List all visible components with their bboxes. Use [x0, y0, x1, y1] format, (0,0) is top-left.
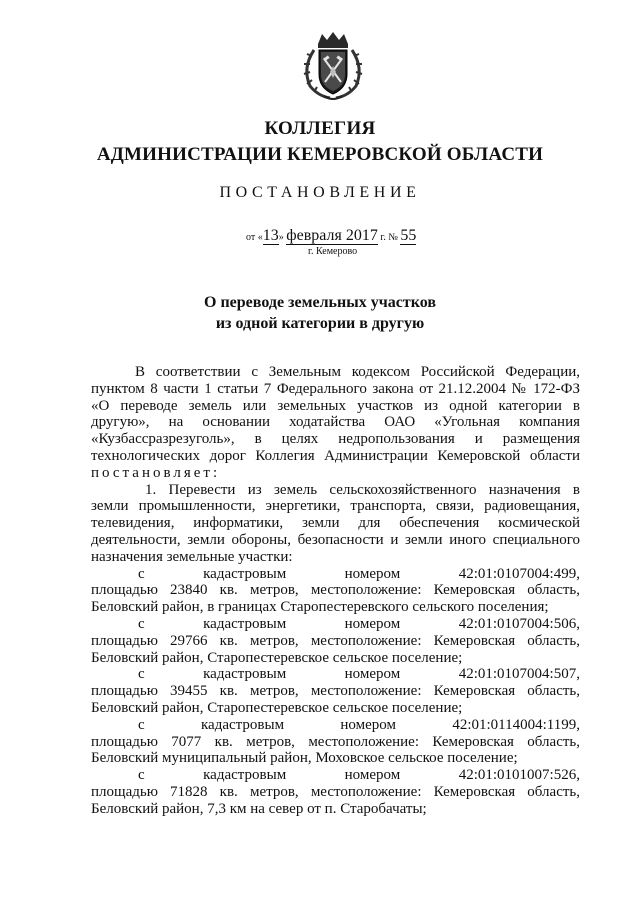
word: кадастровым — [203, 615, 287, 632]
body-line: другую», на основании ходатайства ОАО «Угольная компания — [91, 414, 580, 431]
word: с — [138, 716, 145, 733]
word: кадастровым — [203, 767, 287, 784]
parcel-cadastral-line — [91, 767, 580, 784]
subject-line-1: О переводе земельных участков — [204, 294, 436, 311]
parcel-area-line: площадью 7077 кв. метров, местоположение: Кемеровская область, — [91, 733, 580, 750]
document-subject — [0, 292, 640, 334]
document-type: ПОСТАНОВЛЕНИЕ — [219, 184, 421, 201]
word: кадастровым — [201, 716, 285, 733]
word: с — [138, 767, 145, 784]
body-line: земли промышленности, энергетики, транспорта, связи, радиовещания, — [91, 498, 580, 515]
body-line: 1. Перевести из земель сельскохозяйственного назначения в — [145, 481, 580, 498]
date-month-year: февраля 2017 — [286, 227, 378, 244]
parcel-area-line: площадью 39455 кв. метров, местоположение: Кемеровская область, — [91, 683, 580, 700]
word: кадастровым — [203, 565, 287, 582]
cadastral-number: 42:01:0101007:526, — [458, 767, 580, 784]
date-mid: » — [278, 232, 287, 243]
word: с — [138, 565, 145, 582]
date-suffix: г. № — [377, 232, 401, 243]
word: номером — [344, 666, 401, 683]
body-line: деятельности, земли обороны, безопасности и земли иного специального — [91, 531, 580, 548]
parcel-entry — [91, 666, 580, 716]
parcel-area-line: площадью 23840 кв. метров, местоположение: Кемеровская область, — [91, 582, 580, 599]
parcel-entry — [91, 616, 580, 666]
date-day: 13 — [262, 227, 279, 244]
body-line: пунктом 8 части 1 статьи 7 Федерального закона от 21.12.2004 № 172-ФЗ — [91, 380, 580, 397]
parcel-area-line: площадью 29766 кв. метров, местоположение: Кемеровская область, — [91, 632, 580, 649]
body-line: телевидения, информатики, земли для обеспечения космической — [91, 515, 580, 532]
word: номером — [344, 767, 401, 784]
cadastral-number: 42:01:0114004:1199, — [452, 716, 580, 733]
document-city: г. Кемерово — [308, 246, 358, 257]
word: номером — [344, 615, 401, 632]
document-number: 55 — [400, 227, 417, 244]
document-body — [91, 364, 580, 818]
organization-title: КОЛЛЕГИЯ — [264, 118, 376, 139]
cadastral-number: 42:01:0107004:499, — [458, 565, 580, 582]
date-prefix: от « — [246, 232, 263, 243]
parcel-entry — [91, 717, 580, 767]
parcel-entry — [91, 767, 580, 817]
word: кадастровым — [203, 666, 287, 683]
body-line: технологических дорог Коллегия Администрации Кемеровской области — [91, 447, 580, 464]
parcel-location-line: Беловский район, Старопестеревское сельское поселение; — [91, 699, 463, 716]
cadastral-number: 42:01:0107004:506, — [458, 615, 580, 632]
word: с — [138, 615, 145, 632]
parcel-location-line: Беловский район, в границах Старопестеревского сельского поселения; — [91, 599, 549, 616]
word: номером — [340, 716, 396, 733]
parcel-cadastral-line — [91, 616, 580, 633]
body-line: назначения земельные участки: — [91, 548, 293, 565]
organization-subtitle: АДМИНИСТРАЦИИ КЕМЕРОВСКОЙ ОБЛАСТИ — [96, 144, 544, 165]
word: с — [138, 666, 145, 683]
parcel-cadastral-line — [91, 717, 580, 734]
decree-word: постановляет: — [91, 464, 221, 481]
word: номером — [344, 565, 401, 582]
cadastral-number: 42:01:0107004:507, — [458, 666, 580, 683]
document-date-line — [246, 228, 416, 245]
parcel-entry — [91, 566, 580, 616]
body-line: В соответствии с Земельным кодексом Российской Федерации, — [135, 364, 580, 380]
parcel-location-line: Беловский район, Старопестеревское сельское поселение; — [91, 649, 463, 666]
parcel-cadastral-line — [91, 666, 580, 683]
body-line: «Кузбассразрезуголь», в целях недропользования и размещения — [91, 431, 580, 448]
parcel-cadastral-line — [91, 566, 580, 583]
coat-of-arms-icon — [300, 30, 366, 102]
subject-line-2: из одной категории в другую — [215, 315, 425, 332]
parcel-area-line: площадью 71828 кв. метров, местоположение: Кемеровская область, — [91, 783, 580, 800]
parcel-location-line: Беловский муниципальный район, Моховское сельское поселение; — [91, 750, 518, 767]
body-line: «О переводе земель или земельных участков из одной категории в — [91, 397, 580, 414]
parcel-location-line: Беловский район, 7,3 км на север от п. Старобачаты; — [91, 800, 427, 817]
